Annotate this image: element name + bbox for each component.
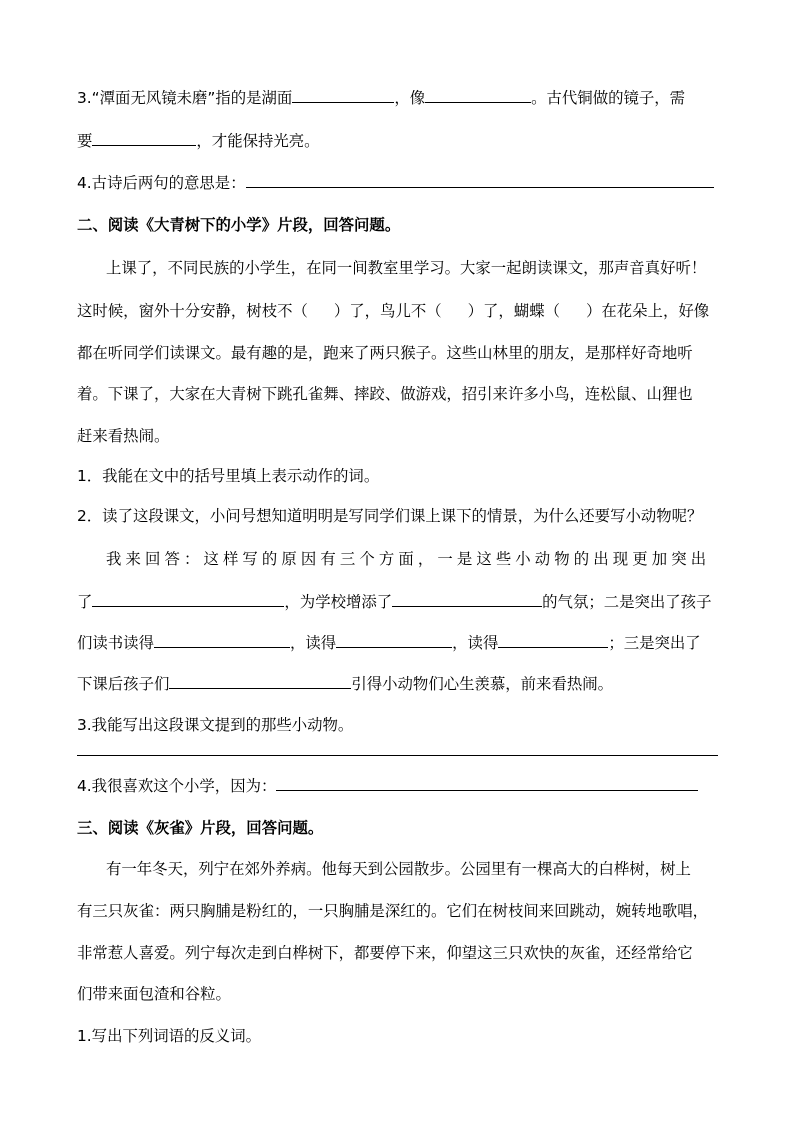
answer-blank[interactable] — [92, 131, 196, 146]
passage-line: 有三只灰雀：两只胸脯是粉红的，一只胸脯是深红的。它们在树枝间来回跳动，婉转地歌唱， — [77, 902, 709, 920]
section-2-question-1: 1．我能在文中的括号里填上表示动作的词。 — [77, 467, 380, 485]
answer-blank[interactable] — [336, 633, 452, 648]
passage-line: 上课了，不同民族的小学生，在同一间教室里学习。大家一起朗读课文，那声音真好听！ — [106, 259, 707, 277]
answer-blank[interactable] — [92, 592, 284, 607]
answer-blank[interactable] — [392, 592, 542, 607]
answer-line-rule[interactable] — [77, 755, 718, 756]
question-3-line-2: 要 ，才能保持光亮。 — [77, 132, 320, 150]
passage-line: 这时候，窗外十分安静，树枝不（ ）了，鸟儿不（ ）了，蝴蝶（ ）在花朵上，好像 — [77, 302, 710, 320]
answer-blank[interactable] — [154, 633, 290, 648]
passage-line: 着。下课了，大家在大青树下跳孔雀舞、摔跤、做游戏，招引来许多小鸟，连松鼠、山狸也 — [77, 385, 693, 403]
passage-line: 都在听同学们读课文。最有趣的是，跑来了两只猴子。这些山林里的朋友，是那样好奇地听 — [77, 344, 693, 362]
answer-blank[interactable] — [276, 776, 698, 791]
passage-line: 有一年冬天，列宁在郊外养病。他每天到公园散步。公园里有一棵高大的白桦树，树上 — [106, 860, 691, 878]
passage-line: 们带来面包渣和谷粒。 — [77, 985, 231, 1003]
section-2-heading: 二、阅读《大青树下的小学》片段，回答问题。 — [77, 216, 401, 234]
answer-blank[interactable] — [498, 633, 608, 648]
passage-line: 非常惹人喜爱。列宁每次走到白桦树下，都要停下来，仰望这三只欢快的灰雀，还经常给它 — [77, 944, 693, 962]
answer-blank[interactable] — [425, 88, 531, 103]
section-3-question-1: 1.写出下列词语的反义词。 — [77, 1027, 261, 1045]
answer-line-3: 们读书读得 ，读得 ，读得 ；三是突出了 — [77, 634, 701, 652]
question-4: 4.古诗后两句的意思是： — [77, 172, 719, 194]
section-2-question-2: 2．读了这段课文，小问号想知道明明是写同学们课上课下的情景，为什么还要写小动物呢？ — [77, 507, 703, 525]
answer-line-2: 了 ，为学校增添了 的气氛；二是突出了孩子 — [77, 593, 712, 611]
passage-line: 赶来看热闹。 — [77, 427, 170, 445]
answer-line-1: 我来回答：这样写的原因有三个方面，一是这些小动物的出现更加突出 — [106, 550, 711, 568]
section-3-heading: 三、阅读《灰雀》片段，回答问题。 — [77, 819, 324, 837]
answer-blank[interactable] — [246, 173, 714, 188]
answer-blank[interactable] — [292, 88, 394, 103]
section-2-question-3: 3.我能写出这段课文提到的那些小动物。 — [77, 716, 354, 734]
answer-line-4: 下课后孩子们 引得小动物们心生羡慕，前来看热闹。 — [77, 675, 614, 693]
answer-blank[interactable] — [169, 674, 351, 689]
question-3-line-1: 3.“潭面无风镜未磨”指的是湖面 ，像 。古代铜做的镜子，需 — [77, 89, 686, 107]
section-2-question-4: 4.我很喜欢这个小学，因为： — [77, 775, 719, 797]
